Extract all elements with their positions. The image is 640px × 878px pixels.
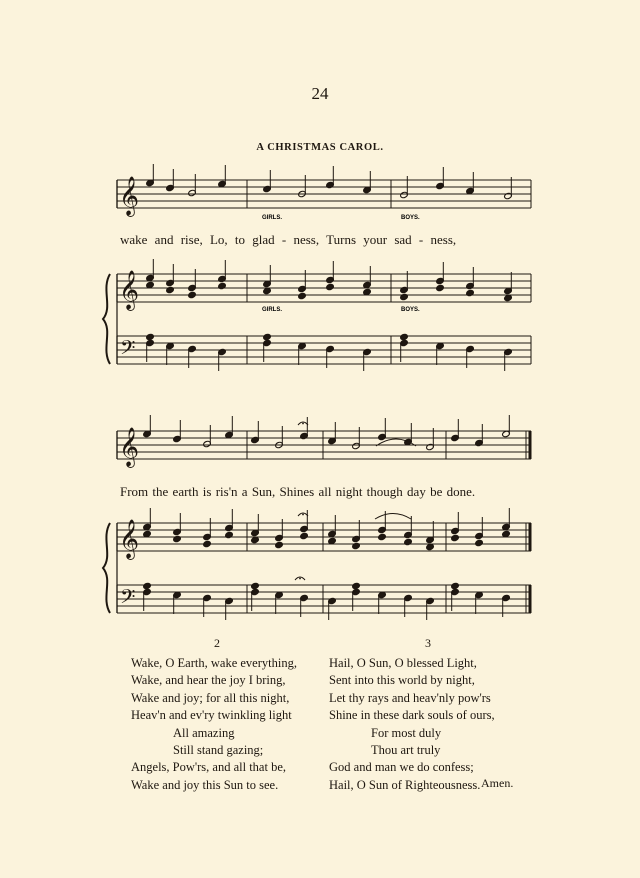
amen: Amen. [481, 776, 514, 790]
notehead [251, 582, 260, 589]
notehead [352, 582, 361, 589]
verse-line: Hail, O Sun, O blessed Light, [329, 656, 477, 670]
voice-mark-boys-2: BOYS. [401, 307, 420, 313]
verse-line: For most duly [371, 725, 442, 740]
notehead [225, 531, 234, 538]
verse-line: Let thy rays and heav'nly pow'rs [329, 690, 491, 705]
verse-number-2: 2 [214, 636, 220, 650]
treble-clef: 𝄞 [119, 427, 140, 467]
treble-clef: 𝄞 [119, 270, 140, 310]
notehead [218, 282, 227, 289]
verse-line: Wake and joy; for all this night, [131, 690, 290, 705]
verse-line: Still stand gazing; [173, 743, 264, 758]
verse-line: Thou art truly [371, 743, 441, 758]
verse-line: God and man we do confess; [329, 760, 474, 775]
notehead [173, 535, 182, 542]
verse-line: Angels, Pow'rs, and all that be, [131, 760, 287, 775]
verse-line: Shine in these dark souls of ours, [329, 708, 495, 723]
notehead [326, 283, 335, 290]
notehead [263, 333, 272, 340]
notehead [203, 540, 212, 547]
lyric-line-2: From the earth is ris'n a Sun, Shines all night though day be done. [120, 484, 476, 499]
verse-3 [329, 655, 495, 794]
system-brace [103, 523, 110, 613]
fermata-dot [302, 514, 304, 516]
notehead [400, 333, 409, 340]
fermata-dot [302, 423, 304, 425]
notehead [451, 582, 460, 589]
page-number: 24 [311, 84, 329, 103]
verse-line: All amazing [173, 725, 235, 740]
voice-mark-boys-1: BOYS. [401, 215, 420, 221]
notehead [143, 582, 152, 589]
system-brace [103, 274, 110, 364]
notehead [188, 291, 197, 298]
treble-clef: 𝄞 [119, 519, 140, 559]
notehead [275, 541, 284, 548]
verse-line: Hail, O Sun of Righteousness. [329, 777, 481, 792]
notehead [404, 538, 413, 545]
verse-line: Heav'n and ev'ry twinkling light [131, 708, 292, 723]
verse-2 [131, 655, 297, 794]
slur [375, 514, 411, 520]
verse-line: Wake, O Earth, wake everything, [131, 656, 297, 670]
lyric-line-1: wake and rise, Lo, to glad - ness, Turns your sad - ness, [120, 232, 457, 247]
notehead [300, 532, 309, 539]
notehead [436, 284, 445, 291]
notehead [352, 542, 361, 549]
notehead [378, 533, 387, 540]
notehead [466, 289, 475, 296]
verse-line: Wake, and hear the joy I bring, [131, 673, 286, 688]
verse-line: Wake and joy this Sun to see. [131, 777, 279, 792]
voice-mark-girls-2: GIRLS. [262, 307, 283, 313]
notehead [146, 333, 155, 340]
notehead [400, 293, 409, 300]
fermata-dot [299, 578, 301, 580]
verse-line: Sent into this world by night, [329, 673, 475, 688]
notehead [298, 292, 307, 299]
notehead [475, 539, 484, 546]
bass-clef: 𝄢 [120, 336, 136, 364]
hymn-title: A CHRISTMAS CAROL. [256, 142, 384, 153]
bass-clef: 𝄢 [120, 585, 136, 613]
notehead [451, 534, 460, 541]
treble-clef: 𝄞 [119, 176, 140, 216]
voice-mark-girls-1: GIRLS. [262, 215, 283, 221]
notehead [166, 286, 175, 293]
verse-number-3: 3 [425, 636, 431, 650]
